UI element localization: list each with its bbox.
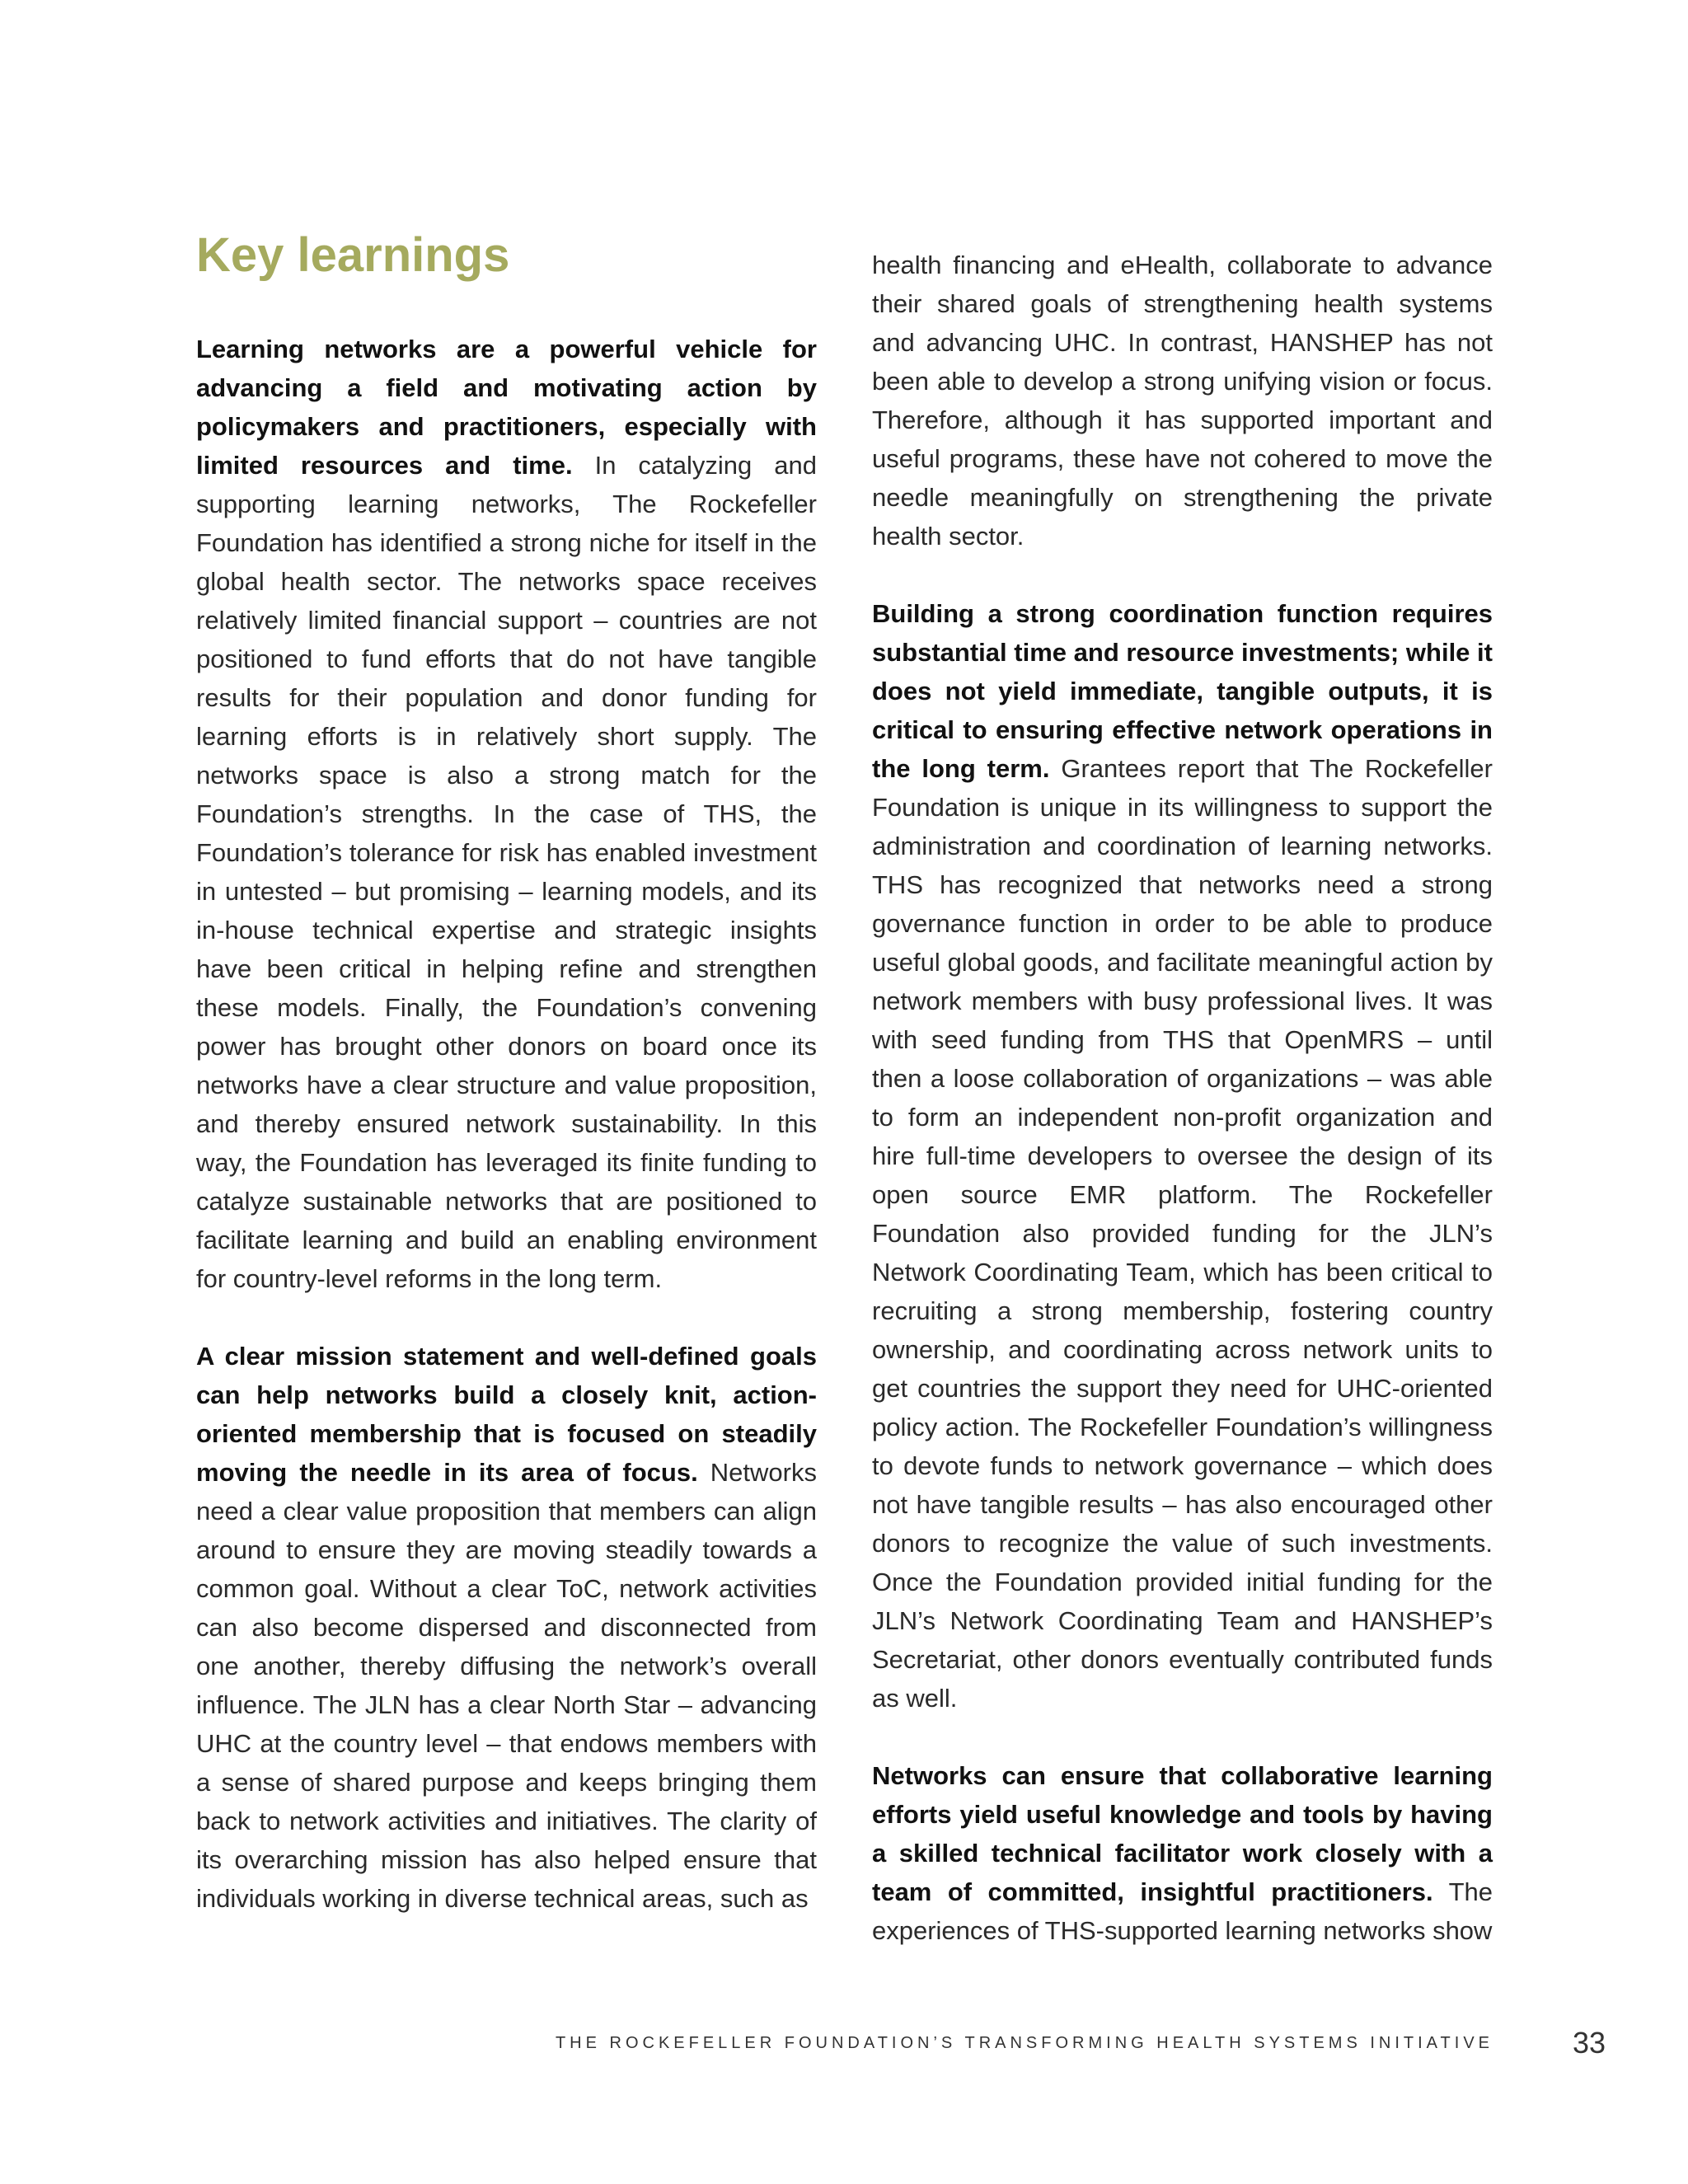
paragraph-body: In catalyzing and supporting learning networks, The Rockefeller Foundation has identified a strong niche for itself in the global health sector. The networks space receives relatively limited financial support – countries are not positioned to fund efforts that do not have tangible results for their population and donor funding for learning efforts is in relatively short supply. The networks space is also a strong match for the Foundation’s strengths. In the case of THS, the Foundation’s tolerance for risk has enabled investment in untested – but promising – learning models, and its in-house technical expertise and strategic insights have been critical in helping refine and strengthen these models. Finally, the Foundation’s convening power has brought other donors on board once its networks have a clear structure and value proposition, and thereby ensured network sustainability. In this way, the Foundation has leveraged its finite funding to catalyze sustainable networks that are positioned to facilitate learning and build an enabling environment for country-level reforms in the long term. <box>196 451 817 1293</box>
paragraph-body: Networks need a clear value proposition that members can align around to ensure they are moving steadily towards a common goal. Without a clear ToC, network activities can also become dispersed and disconnected from one another, thereby diffusing the network’s overall influence. The JLN has a clear North Star – advancing UHC at the country level – that endows members with a sense of shared purpose and keeps bringing them back to network activities and initiatives. The clarity of its overarching mission has also helped ensure that individuals working in diverse technical areas, such as <box>196 1458 817 1913</box>
section-heading: Key learnings <box>196 228 510 282</box>
right-column <box>872 246 1493 1989</box>
paragraph-lead-bold: Learning networks are a powerful vehicle for advancing a field and motivating action by policymakers and practitioners, especially with limited resources and time. <box>196 335 817 480</box>
paragraph-body: Grantees report that The Rockefeller Foundation is unique in its willingness to support the administration and coordination of learning networks. THS has recognized that networks need a strong governance function in order to be able to produce useful global goods, and facilitate meaningful action by network members with busy professional lives. It was with seed funding from THS that OpenMRS – until then a loose collaboration of organizations – was able to form an independent non-profit organization and hire full-time developers to oversee the design of its open source EMR platform. The Rockefeller Foundation also provided funding for the JLN’s Network Coordinating Team, which has been critical to recruiting a strong membership, fostering country ownership, and coordinating across network units to get countries the support they need for UHC-oriented policy action. The Rockefeller Foundation’s willingness to devote funds to network governance – which does not have tangible results – has also encouraged other donors to recognize the value of such investments. Once the Foundation provided initial funding for the JLN’s Network Coordinating Team and HANSHEP’s Secretariat, other donors eventually contributed funds as well. <box>872 754 1493 1713</box>
paragraph-lead-bold: A clear mission statement and well-defined goals can help networks build a closely knit, action-oriented membership that is focused on steadily moving the needle in its area of focus. <box>196 1342 817 1487</box>
paragraph-continuation: health financing and eHealth, collaborate to advance their shared goals of strengthening health systems and advancing UHC. In contrast, HANSHEP has not been able to develop a strong unifying vision or focus. Therefore, although it has supported important and useful programs, these have not cohered to move the needle meaningfully on strengthening the private health sector. <box>872 251 1493 551</box>
page-number: 33 <box>1573 2026 1606 2060</box>
paragraph-lead-bold: Building a strong coordination function requires substantial time and resource investments; while it does not yield immediate, tangible outputs, it is critical to ensuring effective network operations in the long term. <box>872 599 1493 783</box>
paragraph-learning-networks <box>196 330 817 1298</box>
paragraph-coordination-function <box>872 594 1493 1718</box>
paragraph-technical-facilitator <box>872 1756 1493 1950</box>
paragraph-lead-bold: Networks can ensure that collaborative learning efforts yield useful knowledge and tools by having a skilled technical facilitator work closely with a team of committed, insightful practitioners. <box>872 1761 1493 1906</box>
running-footer: THE ROCKEFELLER FOUNDATION’S TRANSFORMING HEALTH SYSTEMS INITIATIVE <box>555 2034 1493 2052</box>
left-column <box>196 227 817 1957</box>
paragraph-body: The experiences of THS-supported learning networks show <box>872 1877 1493 1945</box>
paragraph-mission-statement <box>196 1337 817 1918</box>
